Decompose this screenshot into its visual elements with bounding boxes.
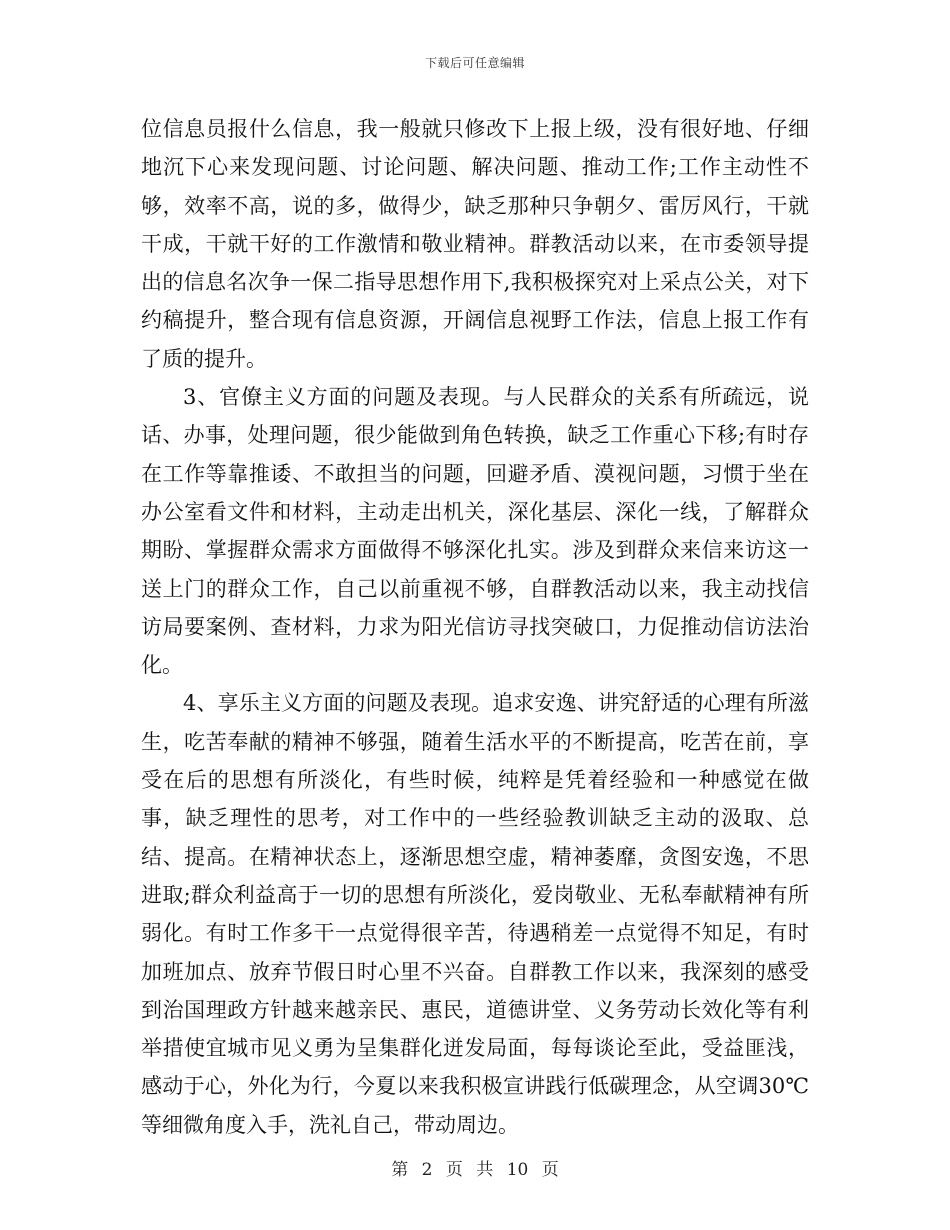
page-header: 下载后可任意编辑 [424, 56, 525, 70]
paragraph-bureaucratism: 3、官僚主义方面的问题及表现。与人民群众的关系有所疏远，说话、办事，处理问题，很少能做到角色转换，缺乏工作重心下移;有时存在工作等靠推诿、不敢担当的问题，回避矛盾、漠视问题，习惯于坐在办公室看文件和材料，主动走出机关，深化基层、深化一线，了解群众期盼、掌握群众需求方面做得不够深化扎实。涉及到群众来信来访这一送上门的群众工作，自己以前重视不够，自群教活动以来，我主动找信访局要案例、查材料，力求为阳光信访寻找突破口，力促推动信访法治化。 [141, 385, 809, 678]
footer-total-pages: 10 [506, 1160, 529, 1180]
document-body [141, 110, 809, 1144]
paragraph-hedonism: 4、享乐主义方面的问题及表现。追求安逸、讲究舒适的心理有所滋生，吃苦奉献的精神不够强，随着生活水平的不断提高，吃苦在前，享受在后的思想有所淡化，有些时候，纯粹是凭着经验和一种感觉在做事，缺乏理性的思考，对工作中的一些经验教训缺乏主动的汲取、总结、提高。在精神状态上，逐渐思想空虚，精神萎靡，贪图安逸，不思进取;群众利益高于一切的思想有所淡化，爱岗敬业、无私奉献精神有所弱化。有时工作多干一点觉得很辛苦，待遇稍差一点觉得不知足，有时加班加点、放弃节假日时心里不兴奋。自群教工作以来，我深刻的感受到治国理政方针越来越亲民、惠民，道德讲堂、义务劳动长效化等有利举措使宜城市见义勇为呈集群化迸发局面，每每谈论至此，受益匪浅，感动于心，外化为行，今夏以来我积极宣讲践行低碳理念，从空调30℃等细微角度入手，洗礼自己，带动周边。 [141, 691, 809, 1137]
footer-current-page: 2 [421, 1160, 433, 1180]
footer-prefix: 第 [391, 1160, 409, 1180]
paragraph-continuation: 位信息员报什么信息，我一般就只修改下上报上级，没有很好地、仔细地沉下心来发现问题、讨论问题、解决问题、推动工作;工作主动性不够，效率不高，说的多，做得少，缺乏那种只争朝夕、雷厉风行，干就干成，干就干好的工作激情和敬业精神。群教活动以来，在市委领导提出的信息名次争一保二指导思想作用下,我积极探究对上采点公关，对下约稿提升，整合现有信息资源，开阔信息视野工作法，信息上报工作有了质的提升。 [141, 117, 809, 371]
footer-suffix: 页 [541, 1160, 559, 1180]
footer-page-word: 页 [445, 1160, 463, 1180]
footer-total-word: 共 [476, 1160, 494, 1180]
page-footer [0, 1155, 950, 1180]
